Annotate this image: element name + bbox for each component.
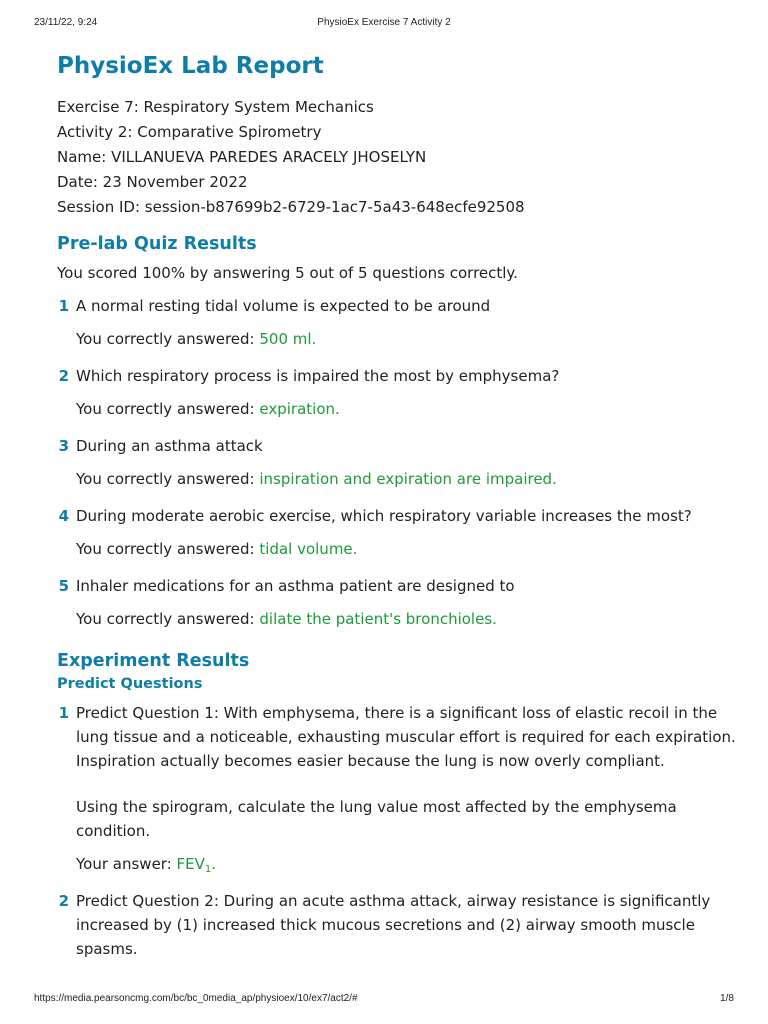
predict-questions-subheading: Predict Questions <box>57 676 203 692</box>
question-answer <box>76 607 737 631</box>
predict-question <box>57 889 737 961</box>
predict-question-list <box>57 701 737 961</box>
correct-answer: 500 ml. <box>259 330 317 348</box>
question-answer <box>76 467 737 491</box>
prelab-score: You scored 100% by answering 5 out of 5 questions correctly. <box>57 264 518 282</box>
session-id-line: Session ID: session-b87699b2-6729-1ac7-5a43-648ecfe92508 <box>57 198 525 216</box>
correct-answer: inspiration and expiration are impaired. <box>259 470 557 488</box>
question-number: 1 <box>58 297 69 315</box>
question-text: During an asthma attack <box>76 437 263 455</box>
page-url: https://media.pearsoncmg.com/bc/bc_0media_ap/physioex/10/ex7/act2/# <box>34 993 358 1004</box>
question-text: Predict Question 2: During an acute asthma attack, airway resistance is significantly increased by (1) increased thick mucous secretions and (2) airway smooth muscle spasms. <box>76 892 711 958</box>
answer-prefix: You correctly answered: <box>76 470 255 488</box>
experiment-heading: Experiment Results <box>57 651 250 671</box>
activity-line: Activity 2: Comparative Spirometry <box>57 123 322 141</box>
prelab-question-list <box>57 294 737 631</box>
student-name-line: Name: VILLANUEVA PAREDES ARACELY JHOSELYN <box>57 148 427 166</box>
question-number: 3 <box>58 437 69 455</box>
print-footer <box>34 993 734 1007</box>
question-number: 5 <box>58 577 69 595</box>
answer-prefix: You correctly answered: <box>76 610 255 628</box>
report-content <box>57 49 737 961</box>
report-meta <box>57 95 737 220</box>
question-text: Predict Question 1: With emphysema, there is a significant loss of elastic recoil in the lung tissue and a noticeable, exhausting muscular effort is required for each expiration. Inspiration actually becomes easier because the lung is now overly compliant. <box>76 704 736 770</box>
exercise-line: Exercise 7: Respiratory System Mechanics <box>57 98 374 116</box>
predict-question <box>57 701 737 876</box>
question-answer <box>76 852 737 876</box>
prelab-question <box>57 504 737 561</box>
question-number: 4 <box>58 507 69 525</box>
question-answer <box>76 327 737 351</box>
question-number: 1 <box>58 704 69 722</box>
prelab-question <box>57 574 737 631</box>
question-answer <box>76 537 737 561</box>
correct-answer: tidal volume. <box>259 540 358 558</box>
answer-prefix: Your answer: <box>76 855 172 873</box>
print-page-title: PhysioEx Exercise 7 Activity 2 <box>317 17 451 28</box>
prelab-heading: Pre-lab Quiz Results <box>57 234 257 254</box>
question-answer <box>76 397 737 421</box>
prelab-question <box>57 364 737 421</box>
page-number: 1/8 <box>720 993 734 1004</box>
question-text: Inhaler medications for an asthma patient are designed to <box>76 577 515 595</box>
answer-prefix: You correctly answered: <box>76 540 255 558</box>
question-text: During moderate aerobic exercise, which respiratory variable increases the most? <box>76 507 692 525</box>
report-date-line: Date: 23 November 2022 <box>57 173 248 191</box>
print-header <box>34 17 734 31</box>
question-text: Which respiratory process is impaired the most by emphysema? <box>76 367 560 385</box>
question-number: 2 <box>58 367 69 385</box>
report-title: PhysioEx Lab Report <box>57 53 324 79</box>
question-prompt: Using the spirogram, calculate the lung value most affected by the emphysema condition. <box>76 798 677 840</box>
answer-prefix: You correctly answered: <box>76 400 255 418</box>
question-text: A normal resting tidal volume is expected to be around <box>76 297 491 315</box>
correct-answer: expiration. <box>259 400 340 418</box>
correct-answer: dilate the patient's bronchioles. <box>259 610 497 628</box>
answer-prefix: You correctly answered: <box>76 330 255 348</box>
question-number: 2 <box>58 892 69 910</box>
print-datetime: 23/11/22, 9:24 <box>34 17 98 28</box>
prelab-question <box>57 434 737 491</box>
prelab-question <box>57 294 737 351</box>
student-answer: $FEV_1$. <box>176 855 217 875</box>
